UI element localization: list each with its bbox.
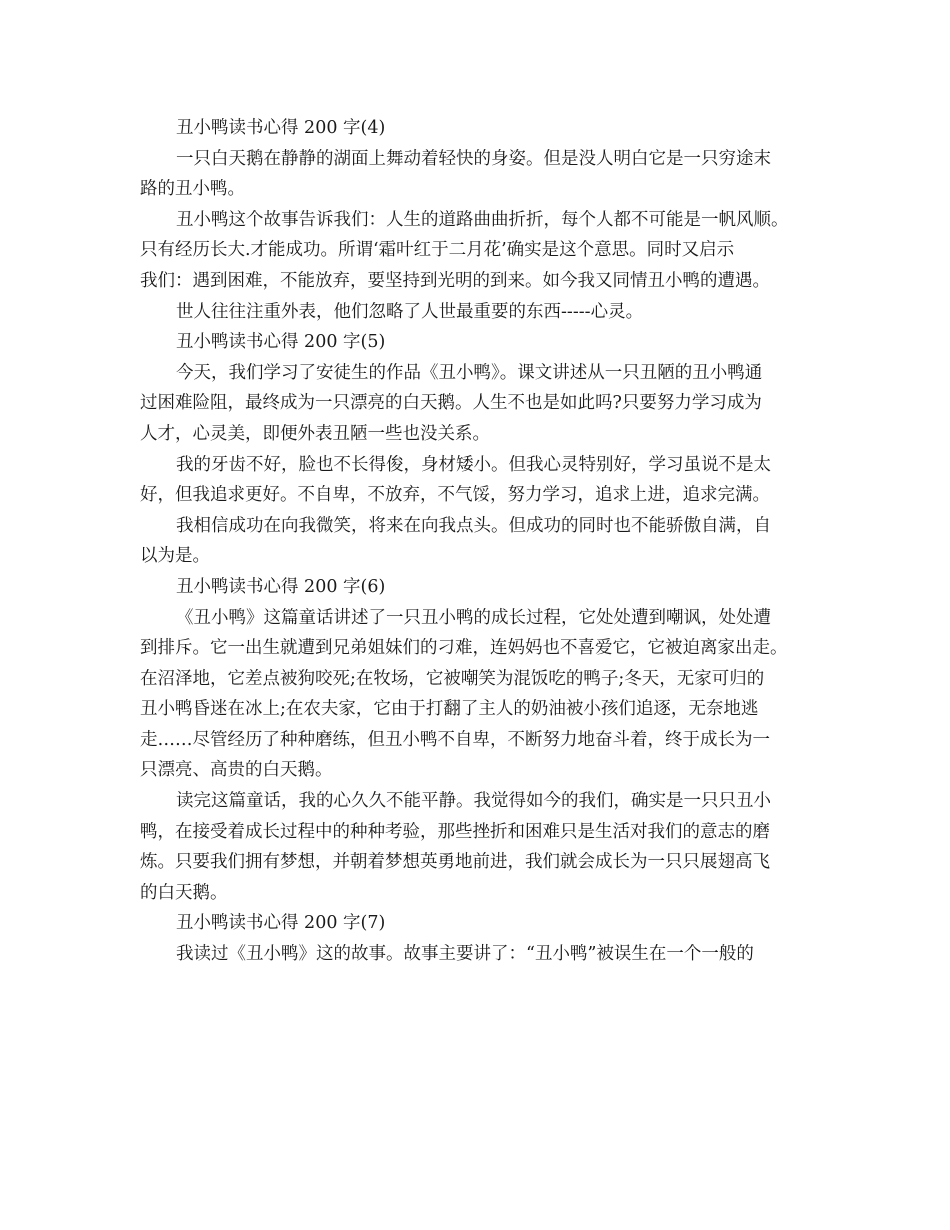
paragraph-line: 只漂亮、高贵的白天鹅。 [140,760,333,781]
paragraph-line: 路的丑小鸭。 [140,179,245,200]
paragraph-line: 一只白天鹅在静静的湖面上舞动着轻快的身姿。但是没人明白它是一只穷途末 [176,148,771,169]
section-heading-5: 丑小鸭读书心得 200 字(5) [176,332,386,353]
section-heading-7: 丑小鸭读书心得 200 字(7) [176,913,386,934]
paragraph-line: 我的牙齿不好，脸也不长得俊，身材矮小。但我心灵特别好，学习虽说不是太 [176,454,771,475]
paragraph-line: 到排斥。它一出生就遭到兄弟姐妹们的刁难，连妈妈也不喜爱它，它被迫离家出走。 [140,638,788,659]
paragraph-line: 过困难险阻，最终成为一只漂亮的白天鹅。人生不也是如此吗?只要努力学习成为 [140,393,762,414]
paragraph-line: 以为是。 [140,546,210,567]
paragraph-line: 我读过《丑小鸭》这的故事。故事主要讲了：“丑小鸭”被误生在一个一般的 [176,944,754,965]
paragraph-line: 的白天鹅。 [140,882,228,903]
paragraph-line: 我们：遇到困难，不能放弃，要坚持到光明的到来。如今我又同情丑小鸭的遭遇。 [140,270,770,291]
paragraph-line: 丑小鸭这个故事告诉我们：人生的道路曲曲折折，每个人都不可能是一帆风顺。 [176,209,789,230]
paragraph-line: 鸭，在接受着成长过程中的种种考验，那些挫折和困难只是生活对我们的意志的磨 [140,821,770,842]
paragraph-line: 好，但我追求更好。不自卑，不放弃，不气馁，努力学习，追求上进，追求完满。 [140,485,770,506]
paragraph-line: 在沼泽地，它差点被狗咬死;在牧场，它被嘲笑为混饭吃的鸭子;冬天，无家可归的 [140,668,765,689]
paragraph-line: 走……尽管经历了种种磨练，但丑小鸭不自卑，不断努力地奋斗着，终于成长为一 [140,729,770,750]
paragraph-line: 只有经历长大.才能成功。所谓‘霜叶红于二月花’确实是这个意思。同时又启示 [140,240,735,261]
paragraph-line: 我相信成功在向我微笑，将来在向我点头。但成功的同时也不能骄傲自满，自 [176,515,771,536]
paragraph-line: 人才，心灵美，即便外表丑陋一些也没关系。 [140,423,490,444]
paragraph-line: 丑小鸭昏迷在冰上;在农夫家，它由于打翻了主人的奶油被小孩们追逐，无奈地逃 [140,699,759,720]
paragraph-line: 世人往往注重外表，他们忽略了人世最重要的东西-----心灵。 [176,301,644,322]
paragraph-line: 《丑小鸭》这篇童话讲述了一只丑小鸭的成长过程，它处处遭到嘲讽，处处遭 [176,607,771,628]
document-page [140,113,812,970]
paragraph-line: 读完这篇童话，我的心久久不能平静。我觉得如今的我们，确实是一只只丑小 [176,791,771,812]
section-heading-4: 丑小鸭读书心得 200 字(4) [176,118,386,138]
paragraph-line: 今天，我们学习了安徒生的作品《丑小鸭》。课文讲述从一只丑陋的丑小鸭通 [176,362,763,383]
paragraph-line: 炼。只要我们拥有梦想，并朝着梦想英勇地前进，我们就会成长为一只只展翅高飞 [140,852,770,873]
section-heading-6: 丑小鸭读书心得 200 字(6) [176,576,386,597]
